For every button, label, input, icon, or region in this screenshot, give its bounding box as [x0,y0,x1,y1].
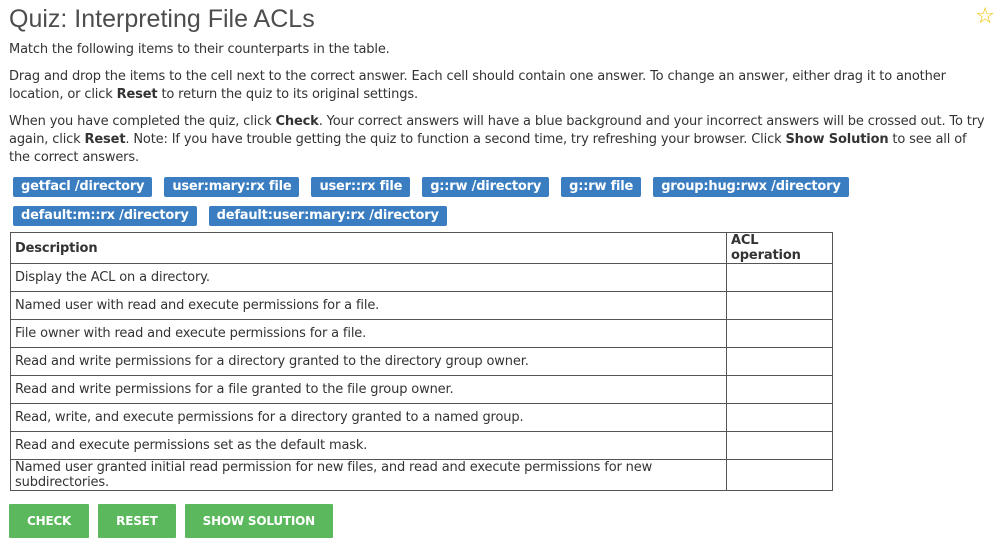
row-description: Named user with read and execute permissions for a file. [11,292,727,320]
star-icon[interactable]: ☆ [975,4,995,29]
row-description: Read and write permissions for a directory granted to the directory group owner. [11,348,727,376]
answer-drop-cell[interactable] [727,264,833,292]
answer-drop-cell[interactable] [727,376,833,404]
answer-drop-cell[interactable] [727,292,833,320]
drag-item-g-rw-directory[interactable]: g::rw /directory [422,177,549,197]
table-row [11,320,833,348]
drag-item-default-m-rx-directory[interactable]: default:m::rx /directory [13,206,197,226]
quiz-buttons [9,504,989,538]
drag-item-default-user-mary-rx-directory[interactable]: default:user:mary:rx /directory [209,206,447,226]
drag-instructions-text-end: to return the quiz to its original settings. [157,87,418,102]
table-row [11,432,833,460]
reset-button[interactable]: RESET [98,504,175,538]
check-instructions-text-end: to see all of the correct answers. [9,132,967,165]
drag-item-user-mary-rx-file[interactable]: user:mary:rx file [164,177,299,197]
column-header-description: Description [11,233,727,264]
check-emphasis: Check [275,114,319,129]
show-solution-emphasis: Show Solution [785,132,889,147]
answer-drop-cell[interactable] [727,432,833,460]
row-description: Named user granted initial read permission for new files, and read and execute permissions for new subdirectories. [11,460,727,491]
column-header-acl-operation: ACL operation [727,233,833,264]
check-instructions-text: When you have completed the quiz, click [9,114,276,129]
check-instructions [9,113,989,167]
draggable-items [9,177,969,235]
drag-instructions-text: Drag and drop the items to the cell next to the correct answer. Each cell should contain one answer. To change an answer, either drag it to another location, or click [9,69,946,102]
answer-drop-cell[interactable] [727,460,833,491]
drag-instructions [9,68,989,104]
reset-emphasis-2: Reset [84,132,126,147]
answer-drop-cell[interactable] [727,320,833,348]
show-solution-button[interactable]: SHOW SOLUTION [185,504,333,538]
quiz-intro: Match the following items to their counterparts in the table. [9,42,390,57]
page-title: Quiz: Interpreting File ACLs [9,5,315,33]
reset-emphasis: Reset [116,87,158,102]
table-row [11,292,833,320]
check-instructions-text-mid2: . Note: If you have trouble getting the quiz to function a second time, try refreshing your browser. Click [125,132,786,147]
table-row [11,404,833,432]
check-instructions-text-mid: . Your correct answers will have a blue background and your incorrect answers will be crossed out. To try again, click [9,114,985,147]
table-row [11,376,833,404]
quiz-table [10,232,833,491]
table-row [11,460,833,491]
row-description: Read and write permissions for a file granted to the file group owner. [11,376,727,404]
row-description: Display the ACL on a directory. [11,264,727,292]
drag-item-user-rx-file[interactable]: user::rx file [311,177,410,197]
check-button[interactable]: CHECK [9,504,89,538]
row-description: Read and execute permissions set as the default mask. [11,432,727,460]
table-header-row [11,233,833,264]
answer-drop-cell[interactable] [727,404,833,432]
drag-item-g-rw-file[interactable]: g::rw file [561,177,641,197]
quiz-container [9,0,995,538]
drag-item-group-hug-rwx-directory[interactable]: group:hug:rwx /directory [653,177,848,197]
answer-drop-cell[interactable] [727,348,833,376]
table-row [11,264,833,292]
drag-item-getfacl-directory[interactable]: getfacl /directory [13,177,152,197]
row-description: File owner with read and execute permissions for a file. [11,320,727,348]
table-row [11,348,833,376]
row-description: Read, write, and execute permissions for a directory granted to a named group. [11,404,727,432]
